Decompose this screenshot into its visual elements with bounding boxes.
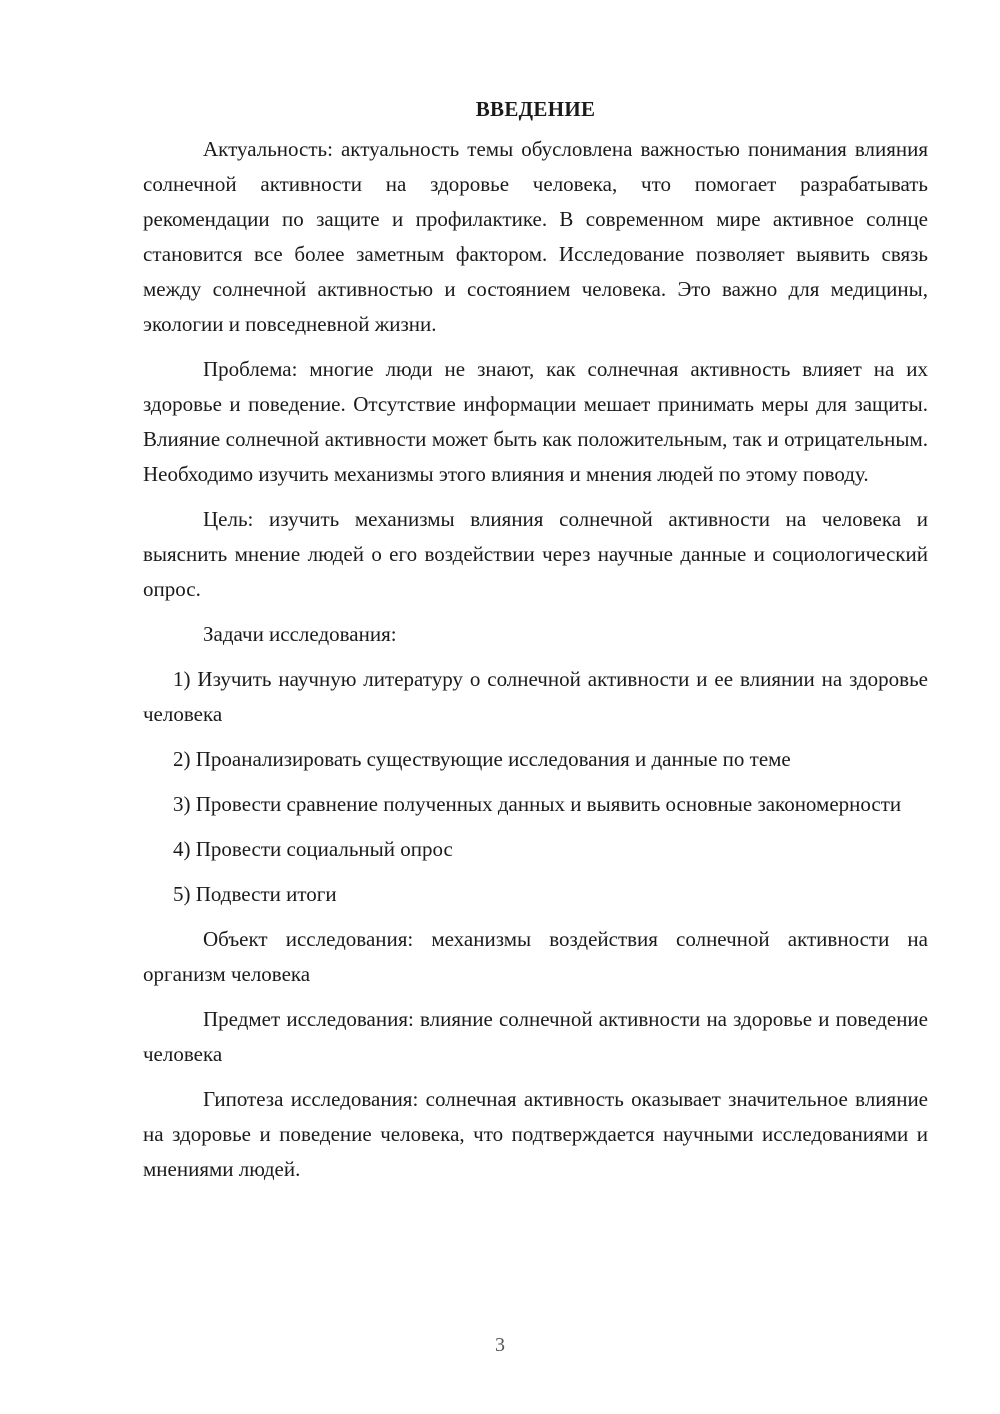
paragraph-problem: Проблема: многие люди не знают, как солнечная активность влияет на их здоровье и поведение. Отсутствие информации мешает принимать меры для защиты. Влияние солнечной активности может быть как положительным, так и отрицательным. Необходимо изучить механизмы этого влияния и мнения людей по этому поводу. bbox=[143, 357, 928, 486]
tasks-list bbox=[143, 662, 928, 912]
paragraph-goal: Цель: изучить механизмы влияния солнечной активности на человека и выяснить мнение людей о его воздействии через научные данные и социологический опрос. bbox=[143, 507, 928, 601]
list-item: 2) Проанализировать существующие исследования и данные по теме bbox=[173, 747, 791, 771]
page-number: 3 bbox=[495, 1334, 505, 1356]
paragraph-hypothesis: Гипотеза исследования: солнечная активность оказывает значительное влияние на здоровье и поведение человека, что подтверждается научными исследованиями и мнениями людей. bbox=[143, 1087, 928, 1181]
paragraph-relevance: Актуальность: актуальность темы обусловлена важностью понимания влияния солнечной активности на здоровье человека, что помогает разрабатывать рекомендации по защите и профилактике. В современном мире активное солнце становится все более заметным фактором. Исследование позволяет выявить связь между солнечной активностью и состоянием человека. Это важно для медицины, экологии и повседневной жизни. bbox=[143, 137, 928, 336]
section-title: ВВЕДЕНИЕ bbox=[475, 97, 596, 121]
paragraph-object: Объект исследования: механизмы воздействия солнечной активности на организм человека bbox=[143, 927, 928, 986]
list-item: 3) Провести сравнение полученных данных и выявить основные закономерности bbox=[173, 792, 902, 816]
list-item: 1) Изучить научную литературу о солнечной активности и ее влиянии на здоровье человека bbox=[143, 667, 928, 726]
list-item: 5) Подвести итоги bbox=[173, 882, 337, 906]
document-page bbox=[143, 92, 928, 1197]
paragraph-tasks-heading: Задачи исследования: bbox=[203, 622, 397, 646]
paragraph-subject: Предмет исследования: влияние солнечной активности на здоровье и поведение человека bbox=[143, 1007, 928, 1066]
list-item: 4) Провести социальный опрос bbox=[173, 837, 453, 861]
